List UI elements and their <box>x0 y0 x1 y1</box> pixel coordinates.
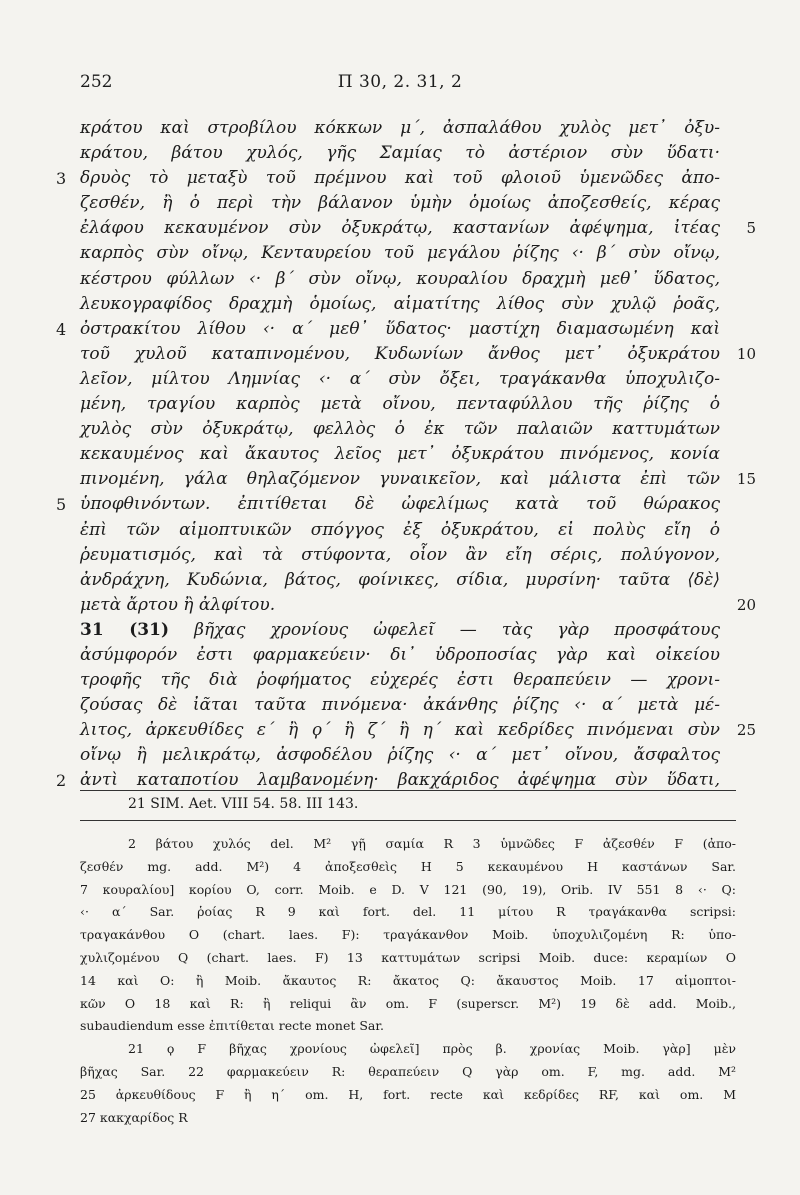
line-text: λιτος, ἀρκευθίδες ε΄ ἢ ϙ΄ ἢ ζ΄ ἢ η΄ καὶ κεδρίδες πινόμεναι σὺν <box>80 720 720 741</box>
line-text: λευκογραφίδος δραχμὴ ὁμοίως, αἱματίτης λίθος σὺν χυλῷ ῥοᾶς, <box>80 293 720 314</box>
text-line <box>80 518 720 543</box>
apparatus-line <box>80 1061 736 1084</box>
apparatus-text: subaudiendum esse ἐπιτίθεται recte monet Sar. <box>80 1018 384 1034</box>
line-text: λεῖον, μίλτου Λημνίας ‹· α΄ σὺν ὄξει, τραγάκανθα ὑποχυλιζο- <box>80 368 720 389</box>
apparatus-text: 25 ἀρκευθίδους F ἢ η΄ om. H, fort. recte καὶ κεδρίδες RF, καὶ om. M <box>80 1086 736 1102</box>
apparatus-text: ζεσθέν mg. add. M²) 4 ἀποξεσθεὶς H 5 κεκαυμένου H καστάνων Sar. <box>80 858 736 874</box>
apparatus-text: βῆχας Sar. 22 φαρμακεύειν R: θεραπεύειν Q γὰρ om. F, mg. add. M² <box>80 1063 736 1079</box>
page-number: 252 <box>80 72 113 92</box>
line-text: κράτου, βάτου χυλός, γῆς Σαμίας τὸ ἀστέριον σὺν ὕδατι· <box>80 143 720 164</box>
margin-section-number: 2 <box>56 771 67 791</box>
line-text: κεκαυμένος καὶ ἄκαυτος λεῖος μετ᾽ ὀξυκράτου πινόμενος, κονία <box>80 444 720 465</box>
apparatus-text: 14 καὶ O: ἢ Moib. ἄκαυτος R: ἄκατος Q: ἄκαυστος Moib. 17 αἱμοπτοι- <box>80 972 736 988</box>
text-line <box>56 317 720 342</box>
line-text: χυλὸς σὺν ὀξυκράτῳ, φελλὸς ὁ ἐκ τῶν παλαιῶν καττυμάτων <box>80 419 720 440</box>
apparatus-text: χυλιζομένου Q (chart. laes. F) 13 καττυμάτων scripsi Moib. duce: κεραμίων O <box>80 949 736 965</box>
apparatus-text: 2 βάτου χυλός del. M² γῇ σαμία R 3 ὑμνῶδες F ἀζεσθέν F (ἀπο- <box>128 836 736 851</box>
apparatus-line <box>80 1015 736 1038</box>
text-line <box>80 417 720 442</box>
line-text: ὑποφθινόντων. ἐπιτίθεται δὲ ὠφελίμως κατὰ τοῦ θώρακος <box>80 494 720 515</box>
margin-line-number: 20 <box>736 595 756 614</box>
section-number: 31 (31) <box>80 619 170 640</box>
line-text: τροφῆς τῆς διὰ ῥοφήματος εὐχερές ἐστι θεραπεύειν — χρονι- <box>80 670 720 691</box>
text-line <box>80 543 720 568</box>
text-line <box>80 743 720 768</box>
running-header <box>80 72 720 98</box>
divider-rule <box>80 820 736 821</box>
text-line <box>80 367 720 392</box>
margin-line-number: 25 <box>736 721 756 740</box>
text-line <box>80 141 720 166</box>
text-line <box>80 568 720 593</box>
line-text: κέστρου φύλλων ‹· β΄ σὺν οἴνῳ, κουραλίου δραχμὴ μεθ᾽ ὕδατος, <box>80 268 720 289</box>
text-line <box>80 216 756 241</box>
text-line <box>80 467 756 492</box>
apparatus-line <box>80 1038 736 1061</box>
line-text: ζούσας δὲ ἰᾶται ταῦτα πινόμενα· ἀκάνθης ῥίζης ‹· α΄ μετὰ μέ- <box>80 695 720 716</box>
text-line <box>80 392 720 417</box>
text-line <box>80 267 720 292</box>
line-text: ἐλάφου κεκαυμένον σὺν ὀξυκράτῳ, καστανίων ἀφέψημα, ἰτέας <box>80 218 720 239</box>
text-line <box>80 442 720 467</box>
line-text: κράτου καὶ στροβίλου κόκκων μ΄, ἀσπαλάθου χυλὸς μετ᾽ ὀξυ- <box>80 118 720 138</box>
text-line <box>80 191 720 216</box>
apparatus-line <box>80 1084 736 1107</box>
apparatus-text: 27 κακχαρίδος R <box>80 1109 188 1125</box>
text-line <box>80 292 720 317</box>
line-text <box>80 618 720 643</box>
margin-section-number: 5 <box>56 495 67 515</box>
margin-line-number: 15 <box>736 470 756 489</box>
text-line <box>80 643 720 668</box>
apparatus-text: 7 κουραλίου] κορίου O, corr. Moib. e D. V 121 (90, 19), Orib. IV 551 8 ‹· Q: <box>80 881 736 897</box>
margin-section-number: 3 <box>56 169 67 189</box>
line-text: πινομένη, γάλα θηλαζόμενον γυναικεῖον, καὶ μάλιστα ἐπὶ τῶν <box>80 469 720 490</box>
margin-line-number: 5 <box>746 219 756 238</box>
apparatus-text: τραγακάνθου O (chart. laes. F): τραγάκανθον Moib. ὑποχυλιζομένη R: ὑπο- <box>80 927 736 943</box>
text-line <box>80 241 720 266</box>
apparatus-text: 21 ϙ F βῆχας χρονίους ὠφελεῖ] πρὸς β. χρονίας Moib. γὰρ] μὲν <box>128 1041 736 1057</box>
line-text: ἀσύμφορόν ἐστι φαρμακεύειν· δι᾽ ὑδροποσίας γὰρ καὶ οἰκείου <box>80 644 720 665</box>
line-text: μετὰ ἄρτου ἢ ἀλφίτου. <box>80 594 276 615</box>
margin-line-number: 10 <box>736 344 756 363</box>
apparatus-line <box>80 924 736 947</box>
line-text: ὀστρακίτου λίθου ‹· α΄ μεθ᾽ ὕδατος· μαστίχη διαμασωμένη καὶ <box>80 318 720 339</box>
critical-apparatus <box>80 833 736 1129</box>
apparatus-line <box>80 879 736 902</box>
chapter-reference: Π 30, 2. 31, 2 <box>337 72 463 92</box>
apparatus-line <box>80 901 736 924</box>
line-text: μένη, τραγίου καρπὸς μετὰ οἴνου, πενταφύλλου τῆς ῥίζης ὁ <box>80 394 720 415</box>
text-line <box>80 116 720 141</box>
text-line <box>80 342 756 367</box>
margin-section-number: 4 <box>56 319 67 339</box>
line-text: ἀντὶ καταποτίου λαμβανομένη· βακχάριδος ἀφέψημα σὺν ὕδατι, <box>80 770 720 791</box>
text-line <box>80 668 720 693</box>
line-text: καρπὸς σὺν οἴνῳ, Κενταυρείου τοῦ μεγάλου ῥίζης ‹· β΄ σὺν οἴνῳ, <box>80 243 720 264</box>
divider-rule <box>80 790 736 791</box>
testimonia-line: 21 SIM. Aet. VIII 54. 58. III 143. <box>128 796 359 812</box>
text-line <box>80 593 756 618</box>
apparatus-line <box>80 833 736 856</box>
line-text: δρυὸς τὸ μεταξὺ τοῦ πρέμνου καὶ τοῦ φλοιοῦ ὑμενῶδες ἀπο- <box>80 168 720 189</box>
line-text-rest: βῆχας χρονίους ὠφελεῖ — τὰς γὰρ προσφάτους <box>169 619 720 640</box>
apparatus-line <box>80 1107 736 1130</box>
apparatus-line <box>80 856 736 879</box>
main-text <box>56 116 756 794</box>
line-text: οἴνῳ ἢ μελικράτῳ, ἀσφοδέλου ῥίζης ‹· α΄ μετ᾽ οἴνου, ἄσφαλτος <box>80 745 720 766</box>
apparatus-text: ‹· α΄ Sar. ῥοίας R 9 καὶ fort. del. 11 μίτου R τραγάκανθα scripsi: <box>80 904 736 920</box>
line-text: ἀνδράχνη, Κυδώνια, βάτος, φοίνικες, σίδια, μυρσίνη· ταῦτα ⟨δὲ⟩ <box>80 569 720 590</box>
text-line <box>56 492 720 517</box>
text-line <box>80 693 720 718</box>
line-text: ζεσθέν, ἢ ὁ περὶ τὴν βάλανον ὑμὴν ὁμοίως ἀποζεσθείς, κέρας <box>80 193 720 214</box>
apparatus-line <box>80 970 736 993</box>
text-line <box>56 166 720 191</box>
text-line <box>80 718 756 743</box>
line-text: ἐπὶ τῶν αἱμοπτυικῶν σπόγγος ἐξ ὀξυκράτου, εἰ πολὺς εἴη ὁ <box>80 519 720 540</box>
apparatus-line <box>80 947 736 970</box>
apparatus-line <box>80 993 736 1016</box>
line-text: ῥευματισμός, καὶ τὰ στύφοντα, οἷον ἂν εἴη σέρις, πολύγονον, <box>80 544 720 565</box>
line-text: τοῦ χυλοῦ καταπινομένου, Κυδωνίων ἄνθος μετ᾽ ὀξυκράτου <box>80 343 720 364</box>
apparatus-text: κῶν O 18 καὶ R: ἢ reliqui ἂν om. F (superscr. M²) 19 δὲ add. Moib., <box>80 995 736 1011</box>
text-line <box>80 618 720 643</box>
